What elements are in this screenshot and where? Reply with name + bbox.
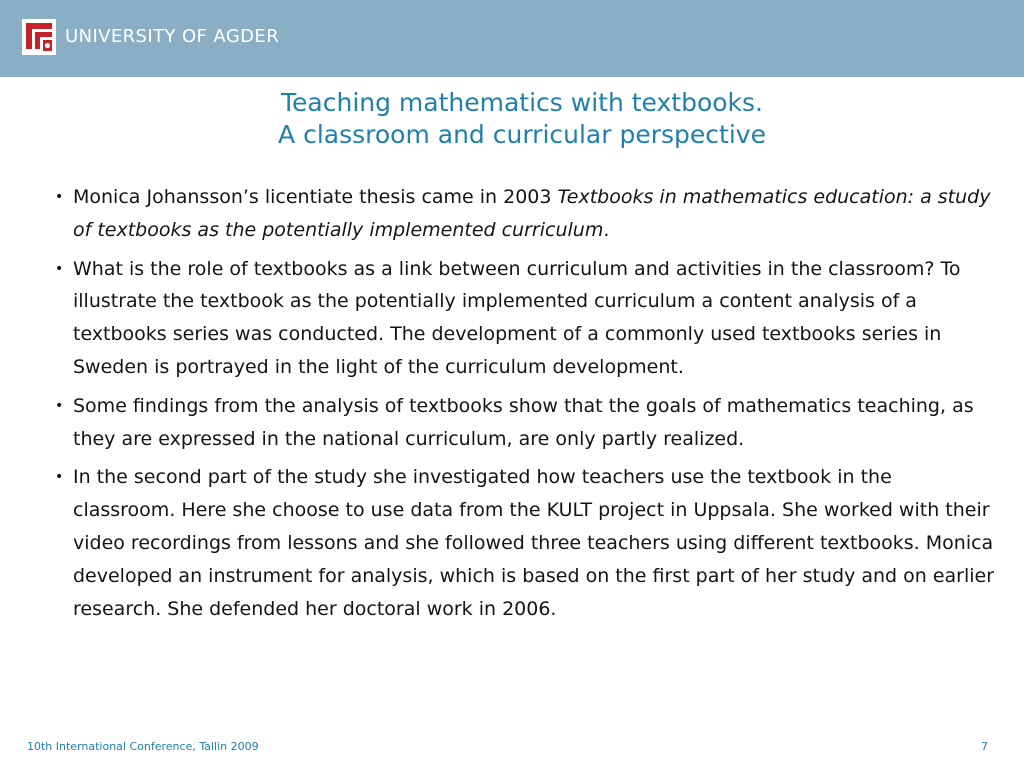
bullet-marker: • [55, 469, 64, 486]
bullet-text: Monica Johansson’s licentiate thesis came in 2003 [73, 186, 558, 208]
bullet-marker: • [55, 397, 64, 414]
bullet-text-end: . [603, 218, 610, 241]
university-logo-icon [22, 19, 56, 55]
bullet-item-4 [55, 461, 995, 625]
bullet-list [55, 181, 995, 631]
bullet-text: What is the role of textbooks as a link between curriculum and activities in the classroom? To illustrate the textbook as the potentially implemented curriculum a content analysis of a textbooks series was conducted. The development of a commonly used textbooks series in Sweden is portrayed in the light of the curriculum development. [73, 257, 961, 378]
bullet-text: In the second part of the study she investigated how teachers use the textbook in the classroom. Here she choose to use data from the KULT project in Uppsala. She worked with their video recordings from lessons and she followed three teachers using different textbooks. Monica developed an instrument for analysis, which is based on the first part of her study and on earlier research. She defended her doctoral work in 2006. [73, 466, 995, 620]
bullet-item-3 [55, 390, 995, 456]
thesis-title-italic: Textbooks in mathematics education: a study of textbooks as the potentially implemented curriculum [73, 186, 991, 241]
bullet-marker: • [55, 189, 64, 205]
bullet-marker: • [55, 260, 64, 277]
bullet-text: Some findings from the analysis of textbooks show that the goals of mathematics teaching, as they are expressed in the national curriculum, are only partly realized. [73, 394, 974, 450]
bullet-item-1 [55, 181, 995, 247]
header-bar [0, 0, 1024, 77]
bullet-item-2 [55, 253, 995, 384]
university-name: UNIVERSITY OF AGDER [65, 26, 280, 47]
page-number: 7 [981, 740, 988, 753]
slide-title-line-1: Teaching mathematics with textbooks. [281, 88, 763, 117]
footer-conference: 10th International Conference, Tallin 2009 [27, 740, 259, 753]
slide-title-line-2: A classroom and curricular perspective [278, 120, 766, 149]
slide-title [0, 87, 1024, 151]
